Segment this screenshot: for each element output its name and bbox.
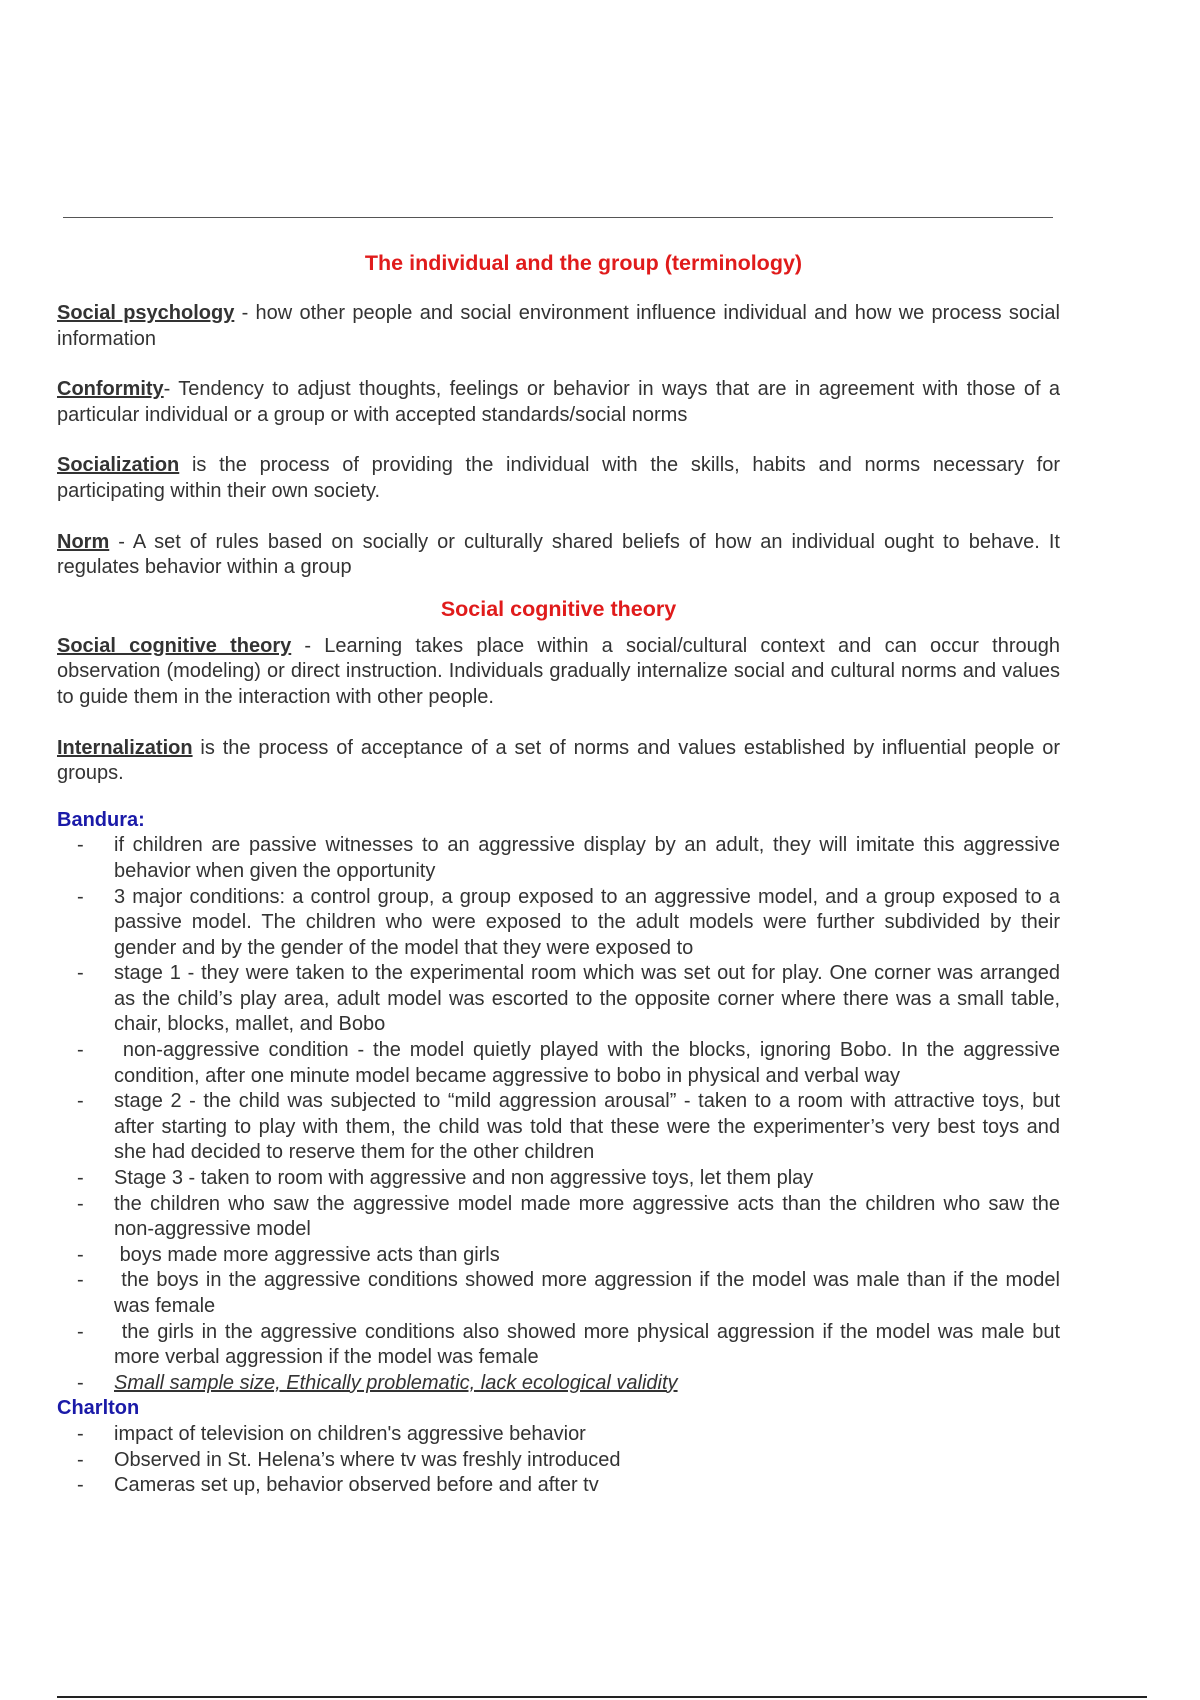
term: Internalization xyxy=(57,736,193,759)
list-item xyxy=(57,1473,1060,1499)
item-text: the boys in the aggressive conditions showed more aggression if the model was male than if the model was female xyxy=(114,1269,1066,1317)
dash-bullet: - xyxy=(77,1167,84,1190)
term: Social cognitive theory xyxy=(57,634,292,657)
definition-social-psychology xyxy=(57,301,1060,352)
term: Socialization xyxy=(57,454,180,477)
criticism-text: Small sample size, Ethically problematic, lack ecological validity xyxy=(114,1371,678,1394)
bottom-rule xyxy=(57,1696,1147,1698)
list-item xyxy=(57,961,1060,1038)
dash-bullet: - xyxy=(77,1192,84,1215)
list-item xyxy=(57,1192,1060,1243)
term: Norm xyxy=(57,530,110,553)
document-body xyxy=(57,248,1066,1499)
bandura-list xyxy=(57,833,1066,1396)
definition-social-cognitive-theory xyxy=(57,634,1060,711)
term: Conformity xyxy=(57,378,164,401)
dash-bullet: - xyxy=(77,1243,84,1266)
dash-bullet: - xyxy=(77,1422,84,1445)
item-text: Observed in St. Helena’s where tv was freshly introduced xyxy=(114,1448,621,1471)
item-text: impact of television on children's aggressive behavior xyxy=(114,1422,586,1445)
definition-internalization xyxy=(57,736,1060,787)
definition-text: - Learning takes place within a social/cultural context and can occur through observation (modeling) or direct instruction. Individuals gradually internalize social and cultural norms and values to guide them in the interaction with other people. xyxy=(57,634,1060,708)
definition-socialization xyxy=(57,453,1060,504)
dash-bullet: - xyxy=(77,1090,84,1113)
definition-text: - how other people and social environment influence individual and how we process social information xyxy=(57,302,1060,350)
dash-bullet: - xyxy=(77,834,84,857)
dash-bullet: - xyxy=(77,885,84,908)
dash-bullet: - xyxy=(77,1039,84,1062)
charlton-list xyxy=(57,1422,1060,1499)
definition-norm xyxy=(57,530,1060,581)
item-text: the children who saw the aggressive model made more aggressive acts than the children who saw the non-aggressive model xyxy=(114,1192,1060,1241)
dash-bullet: - xyxy=(77,1320,84,1343)
item-text: stage 2 - the child was subjected to “mild aggression arousal” - taken to a room with attractive toys, but after starting to play with them, the child was told that these were the experimenter’s very best toys and she had decided to reserve them for the other children xyxy=(114,1090,1060,1164)
definition-conformity xyxy=(57,377,1060,428)
definition-text: - A set of rules based on socially or culturally shared beliefs of how an individual ought to behave. It regulates behavior within a group xyxy=(57,530,1060,579)
list-item xyxy=(57,1448,1060,1474)
item-text: non-aggressive condition - the model quietly played with the blocks, ignoring Bobo. In the aggressive condition, after one minute model became aggressive to bobo in physical and verbal way xyxy=(114,1039,1066,1087)
item-text: if children are passive witnesses to an aggressive display by an adult, they will imitate this aggressive behavior when given the opportunity xyxy=(114,834,1060,882)
page-title: The individual and the group (terminology) xyxy=(364,251,803,275)
item-text: Cameras set up, behavior observed before and after tv xyxy=(114,1474,599,1497)
list-item xyxy=(57,1089,1060,1166)
dash-bullet: - xyxy=(77,1448,84,1471)
list-item xyxy=(57,1268,1066,1319)
list-item xyxy=(57,885,1060,962)
term: Social psychology xyxy=(57,302,235,324)
dash-bullet: - xyxy=(77,1371,84,1394)
list-item xyxy=(57,1422,1060,1448)
criticism-item xyxy=(57,1371,1060,1397)
top-rule xyxy=(63,217,1053,218)
section-title: Social cognitive theory xyxy=(440,596,677,621)
item-text: stage 1 - they were taken to the experimental room which was set out for play. One corner was arranged as the child’s play area, adult model was escorted to the opposite corner where there was a small table, chair, blocks, mallet, and Bobo xyxy=(114,962,1060,1036)
list-item xyxy=(57,1243,1060,1269)
list-item xyxy=(57,1166,1060,1192)
definition-text: is the process of acceptance of a set of norms and values established by influential people or groups. xyxy=(57,736,1060,785)
dash-bullet: - xyxy=(77,962,84,985)
item-text: the girls in the aggressive conditions also showed more physical aggression if the model was male but more verbal aggression if the model was female xyxy=(114,1320,1066,1369)
item-text: Stage 3 - taken to room with aggressive and non aggressive toys, let them play xyxy=(114,1167,814,1190)
dash-bullet: - xyxy=(77,1474,84,1497)
list-item xyxy=(57,1320,1066,1371)
item-text: boys made more aggressive acts than girls xyxy=(114,1243,500,1266)
list-item xyxy=(57,1038,1066,1089)
dash-bullet: - xyxy=(77,1269,84,1292)
list-item xyxy=(57,833,1060,884)
definition-text: - Tendency to adjust thoughts, feelings or behavior in ways that are in agreement with those of a particular individual or a group or with accepted standards/social norms xyxy=(57,378,1060,426)
definition-text: is the process of providing the individual with the skills, habits and norms necessary for participating within their own society. xyxy=(57,454,1060,502)
bandura-heading: Bandura: xyxy=(57,808,145,831)
item-text: 3 major conditions: a control group, a group exposed to an aggressive model, and a group exposed to a passive model. The children who were exposed to the adult models were further subdivided by their gender and by the gender of the model that they were exposed to xyxy=(114,885,1060,959)
charlton-heading: Charlton xyxy=(57,1397,140,1420)
